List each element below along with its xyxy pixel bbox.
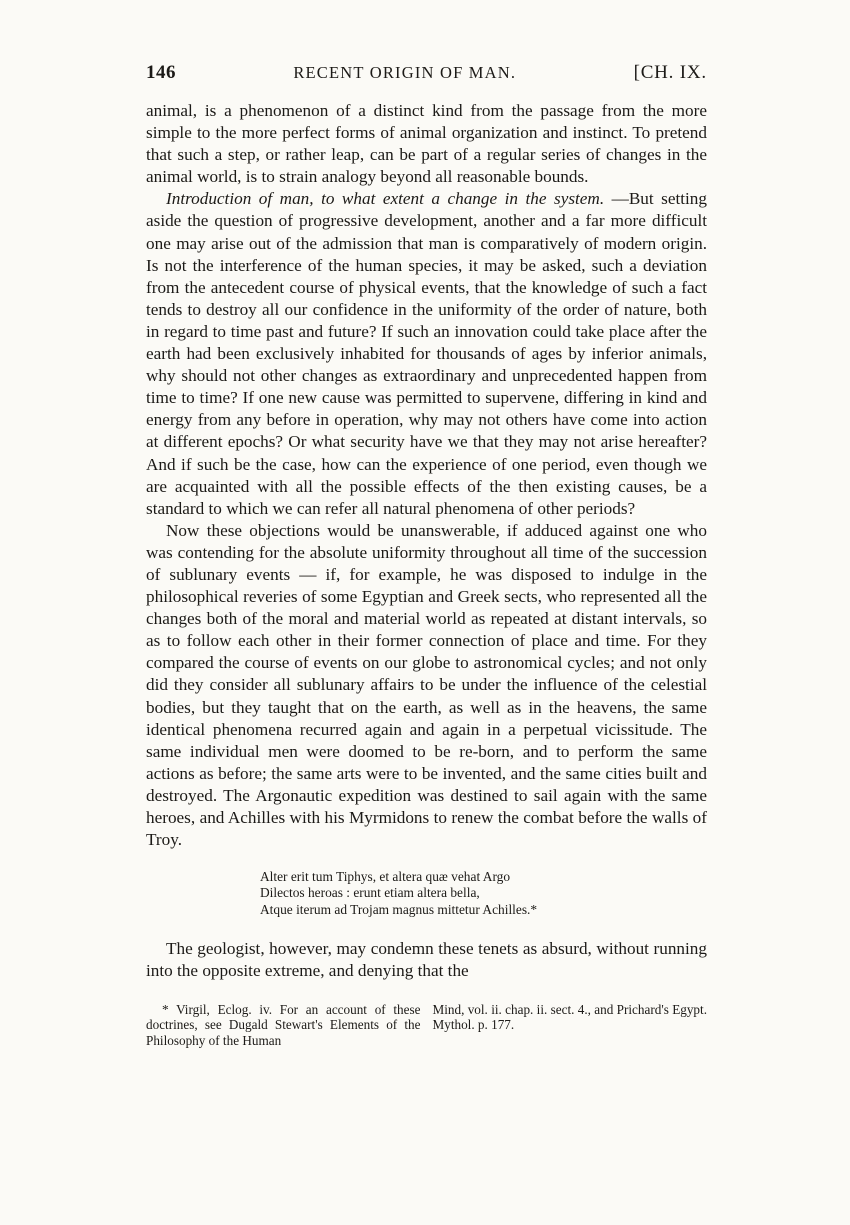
page-number: 146 [146,62,176,83]
chapter-marker: [CH. IX. [633,62,707,83]
paragraph-2 [146,188,707,519]
running-title: RECENT ORIGIN OF MAN. [293,63,517,82]
section-sidehead: Introduction of man, to what extent a change in the system. [166,189,605,209]
footnote-left-column: * Virgil, Eclog. iv. For an account of these doctrines, see Dugald Stewart's Elements of the Philosophy of the Human [146,1001,421,1048]
verse-line-2: Dilectos heroas : erunt etiam altera bella, [260,885,480,901]
paragraph-3: Now these objections would be unanswerable, if adduced against one who was contending for the absolute uniformity throughout all time of the succession of sublunary events — if, for example, he was disposed to indulge in the philosophical reveries of some Egyptian and Greek sects, who represented all the changes both of the moral and material world as repeated at distant intervals, so as to follow each other in their former connection of place and time. For they compared the course of events on our globe to astronomical cycles; and not only did they consider all sublunary affairs to be under the influence of the celestial bodies, but they taught that on the earth, as well as in the heavens, the same identical phenomena recurred again and again in a perpetual vicissitude. The same individual men were doomed to be re-born, and to perform the same actions as before; the same arts were to be invented, and the same cities built and destroyed. The Argonautic expedition was destined to sail again with the same heroes, and Achilles with his Myrmidons to renew the combat before the walls of Troy. [146,520,707,850]
page-body [146,100,707,982]
paragraph-2-text: —But setting aside the question of progressive development, another and a far more difficult one may arise out of the admission that man is comparatively of modern origin. Is not the interference of the human species, it may be asked, such a deviation from the antecedent course of physical events, that the knowledge of such a fact tends to destroy all our confidence in the uniformity of the order of nature, both in regard to time past and future? If such an innovation could take place after the earth had been exclusively inhabited for thousands of ages by inferior animals, why should not other changes as extraordinary and unprecedented happen from time to time? If one new cause was permitted to supervene, differing in kind and energy from any before in operation, why may not others have come into action at different epochs? Or what security have we that they may not arise hereafter? And if such be the case, how can the experience of one period, even though we are acquainted with all the possible effects of the then existing causes, be a standard to which we can refer all natural phenomena of other periods? [146,189,707,518]
footnote-right-column: Mind, vol. ii. chap. ii. sect. 4., and Prichard's Egypt. Mythol. p. 177. [432,1001,707,1033]
latin-verse-quote [260,869,707,918]
verse-line-1: Alter erit tum Tiphys, et altera quæ vehat Argo [260,869,511,885]
paragraph-4: The geologist, however, may condemn these tenets as absurd, without running into the opposite extreme, and denying that the [146,938,707,980]
page-header [146,62,707,92]
footnotes [146,1002,707,1049]
verse-line-3: Atque iterum ad Trojam magnus mittetur Achilles.* [260,901,538,917]
paragraph-1: animal, is a phenomenon of a distinct kind from the passage from the more simple to the more perfect forms of animal organization and instinct. To pretend that such a step, or rather leap, can be part of a regular series of changes in the animal world, is to strain analogy beyond all reasonable bounds. [146,101,707,187]
